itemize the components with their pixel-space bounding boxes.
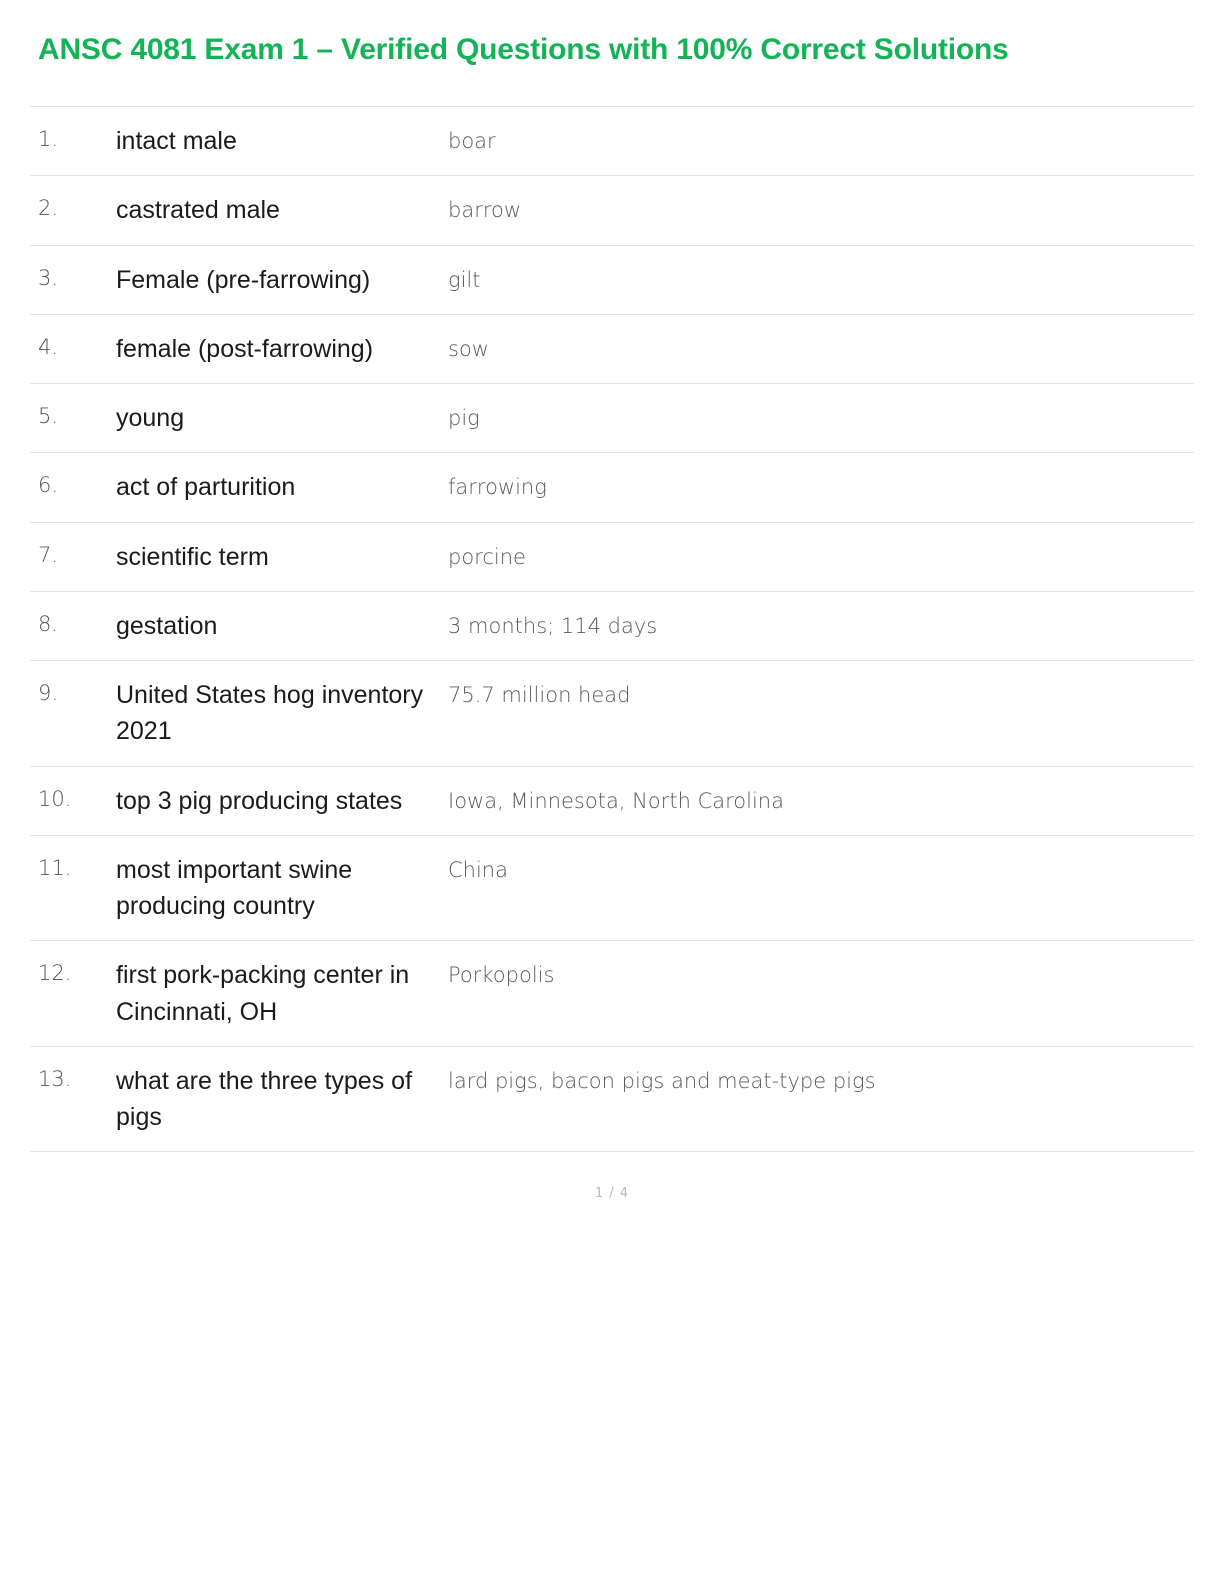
row-definition: lard pigs, bacon pigs and meat-type pigs bbox=[448, 1068, 876, 1093]
table-row bbox=[30, 245, 1194, 314]
row-number: 4. bbox=[38, 334, 59, 359]
table-row bbox=[30, 176, 1194, 245]
row-definition: 3 months; 114 days bbox=[448, 613, 658, 638]
row-number: 11. bbox=[38, 855, 72, 880]
row-number: 13. bbox=[38, 1066, 72, 1091]
row-definition: porcine bbox=[448, 544, 526, 569]
row-term: most important swine producing country bbox=[116, 855, 353, 920]
row-term: scientific term bbox=[116, 542, 269, 571]
page-title: ANSC 4081 Exam 1 – Verified Questions with 100% Correct Solutions bbox=[38, 33, 1009, 66]
row-term: intact male bbox=[116, 127, 237, 155]
page-footer: 1 / 4 bbox=[594, 1186, 630, 1202]
row-term: top 3 pig producing states bbox=[116, 786, 403, 815]
row-definition: China bbox=[448, 857, 508, 882]
row-number: 2. bbox=[38, 196, 59, 221]
row-number: 5. bbox=[38, 404, 59, 428]
questions-table bbox=[30, 106, 1194, 1151]
table-row bbox=[30, 766, 1194, 835]
table-row bbox=[30, 522, 1194, 591]
row-number: 9. bbox=[38, 681, 59, 705]
table-row bbox=[30, 941, 1194, 1047]
row-definition: pig bbox=[448, 406, 480, 430]
table-row bbox=[30, 591, 1194, 660]
row-term: young bbox=[116, 404, 185, 432]
row-definition: barrow bbox=[448, 198, 522, 223]
row-term: first pork-packing center in Cincinnati, OH bbox=[116, 961, 410, 1026]
row-number: 3. bbox=[38, 265, 59, 290]
table-row bbox=[30, 1046, 1194, 1151]
row-definition: sow bbox=[448, 336, 489, 361]
row-term: United States hog inventory 2021 bbox=[116, 681, 424, 746]
row-number: 7. bbox=[38, 542, 59, 567]
row-definition: boar bbox=[448, 129, 496, 153]
row-number: 10. bbox=[38, 786, 72, 811]
row-number: 6. bbox=[38, 473, 59, 498]
row-number: 12. bbox=[38, 961, 72, 986]
table-row bbox=[30, 835, 1194, 941]
row-term: what are the three types of pigs bbox=[116, 1066, 413, 1131]
table-bottom-divider bbox=[30, 1151, 1194, 1152]
row-term: gestation bbox=[116, 611, 218, 640]
table-row bbox=[30, 661, 1194, 767]
table-row bbox=[30, 107, 1194, 176]
row-definition: 75.7 million head bbox=[448, 683, 631, 707]
table-row bbox=[30, 384, 1194, 453]
row-term: castrated male bbox=[116, 196, 280, 225]
row-definition: gilt bbox=[448, 267, 481, 292]
row-term: female (post-farrowing) bbox=[116, 334, 374, 363]
row-definition: Iowa, Minnesota, North Carolina bbox=[448, 788, 784, 813]
row-definition: farrowing bbox=[448, 475, 547, 500]
row-number: 1. bbox=[38, 127, 59, 151]
row-term: Female (pre-farrowing) bbox=[116, 265, 371, 294]
row-number: 8. bbox=[38, 611, 59, 636]
table-row bbox=[30, 314, 1194, 383]
questions-table-body bbox=[30, 107, 1194, 1152]
table-row bbox=[30, 453, 1194, 522]
row-definition: Porkopolis bbox=[448, 963, 555, 988]
row-term: act of parturition bbox=[116, 473, 296, 502]
